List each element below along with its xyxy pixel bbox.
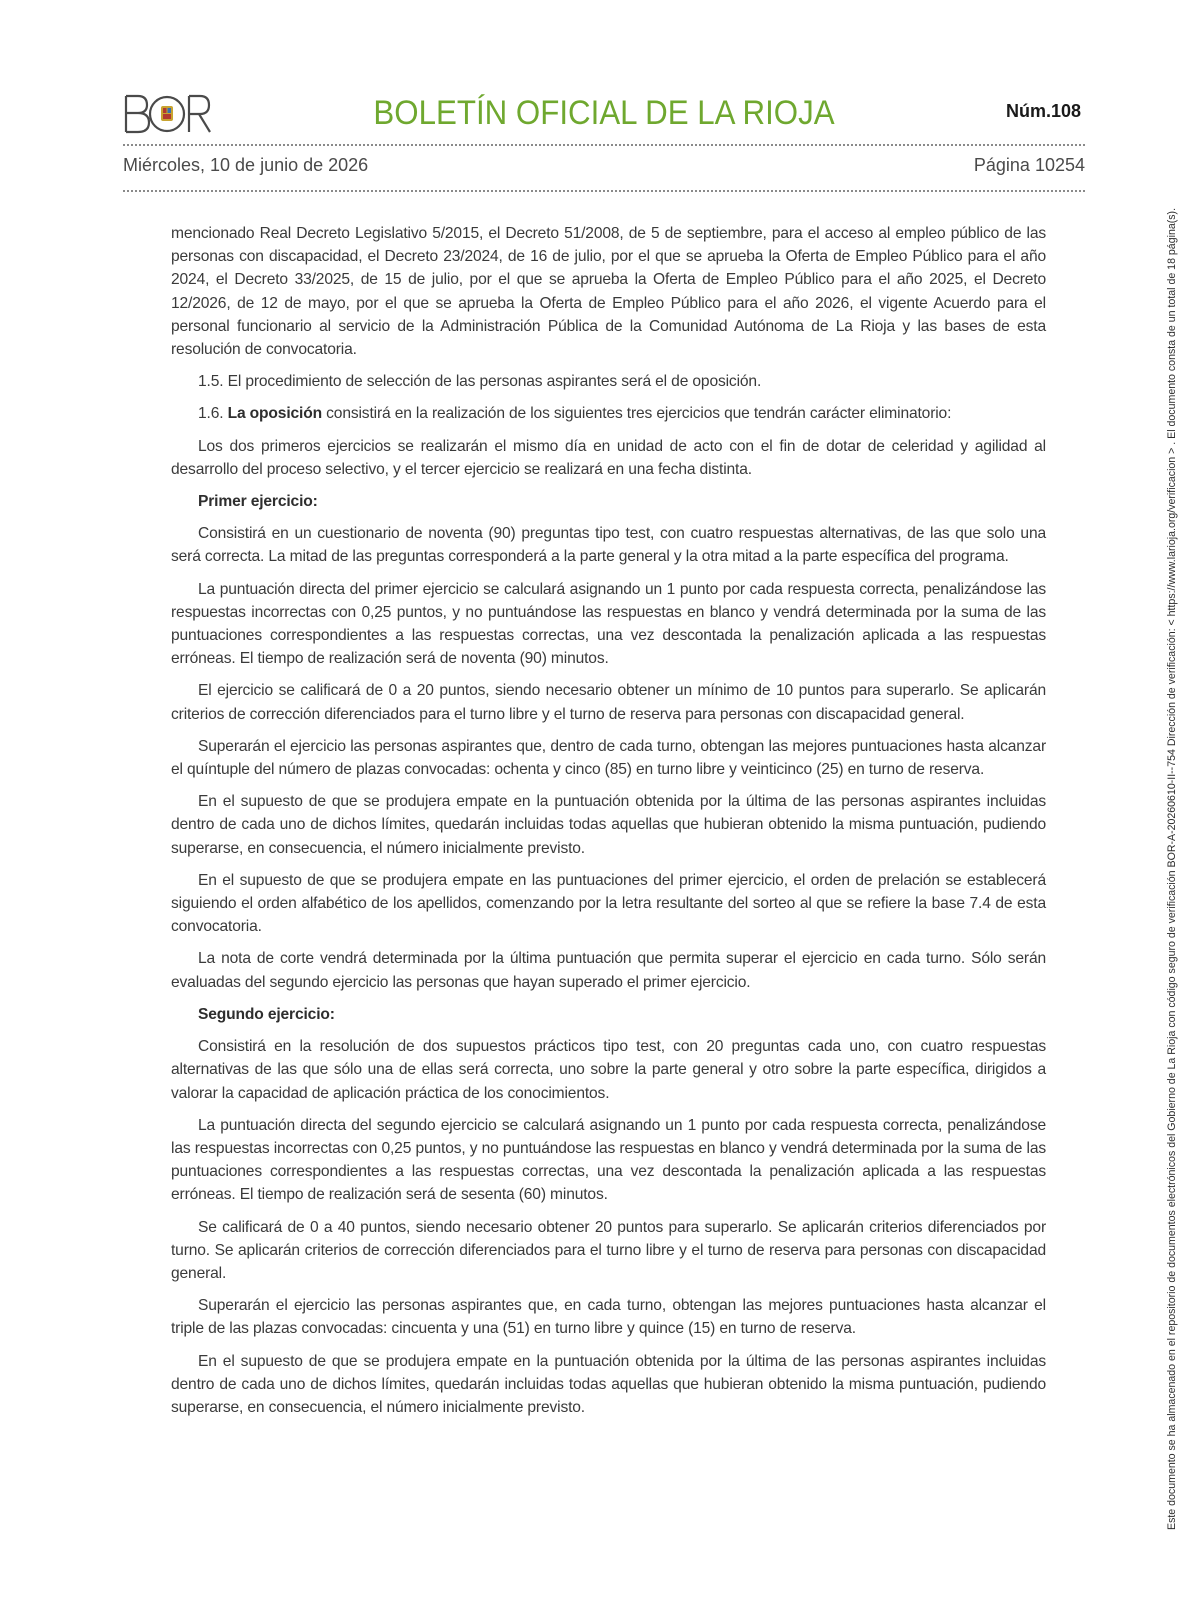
header-divider-top	[123, 144, 1085, 146]
page-number: Página 10254	[973, 155, 1085, 175]
paragraph: Superarán el ejercicio las personas aspirantes que, dentro de cada turno, obtengan las mejores puntuaciones hasta alcanzar el quíntuple del número de plazas convocadas: ochenta y cinco (85) en turno libre y veinticinco (25) en turno de reserva.	[171, 737, 1046, 779]
paragraph: mencionado Real Decreto Legislativo 5/2015, el Decreto 51/2008, de 5 de septiembre, para el acceso al empleo público de las personas con discapacidad, el Decreto 23/2024, de 16 de julio, por el que se aprueba la Oferta de Empleo Público para el año 2024, el Decreto 33/2025, de 15 de julio, por el que se aprueba la Oferta de Empleo Público para el año 2025, el Decreto 12/2026, de 12 de mayo, por el que se aprueba la Oferta de Empleo Público para el año 2026, el vigente Acuerdo para el personal funcionario al servicio de la Administración Pública de la Comunidad Autónoma de La Rioja y las bases de esta resolución de convocatoria.	[171, 225, 1046, 359]
document-body	[171, 222, 1046, 1428]
paragraph: Se calificará de 0 a 40 puntos, siendo necesario obtener 20 puntos para superarlo. Se aplicarán criterios diferenciados por turno. Se aplicarán criterios de corrección diferenciados para el turno libre y el turno de reserva para personas con discapacidad general.	[171, 1218, 1046, 1282]
paragraph	[171, 402, 1046, 425]
paragraph: Superarán el ejercicio las personas aspirantes que, en cada turno, obtengan las mejores puntuaciones hasta alcanzar el triple de las plazas convocadas: cincuenta y una (51) en turno libre y quince (15) en turno de reserva.	[171, 1297, 1046, 1338]
paragraph: En el supuesto de que se produjera empate en las puntuaciones del primer ejercicio, el orden de prelación se establecerá siguiendo el orden alfabético de los apellidos, comenzando por la letra resultante del sorteo al que se refiere la base 7.4 de esta convocatoria.	[171, 871, 1046, 936]
paragraph: El ejercicio se calificará de 0 a 20 puntos, siendo necesario obtener un mínimo de 10 puntos para superarlo. Se aplicarán criterios de corrección diferenciados para el turno libre y el turno de reserva para personas con discapacidad general.	[171, 682, 1046, 723]
paragraph: Los dos primeros ejercicios se realizarán el mismo día en unidad de acto con el fin de dotar de celeridad y agilidad al desarrollo del proceso selectivo, y el tercer ejercicio se realizará en una fecha distinta.	[171, 437, 1046, 478]
issue-number: Núm.108	[1005, 101, 1081, 121]
verification-note: Este documento se ha almacenado en el repositorio de documentos electrónicos del Gobierno de La Rioja con código seguro de verificación BOR-A-20260610-II--754 Dirección de verificación: < https://www.larioja.org/verificacion > . El documento consta de un total de 18 página(s).	[1166, 207, 1178, 1530]
paragraph: 1.5. El procedimiento de selección de las personas aspirantes será el de oposición.	[198, 373, 762, 391]
page-header	[123, 88, 1085, 192]
paragraph: Consistirá en un cuestionario de noventa (90) preguntas tipo test, con cuatro respuestas alternativas, de las que solo una será correcta. La mitad de las preguntas corresponderá a la parte general y la otra mitad a la parte específica del programa.	[171, 525, 1046, 566]
paragraph: La nota de corte vendrá determinada por la última puntuación que permita superar el ejercicio en cada turno. Sólo serán evaluadas del segundo ejercicio las personas que hayan superado el primer ejercicio.	[171, 950, 1046, 991]
paragraph-rest: consistirá en la realización de los siguientes tres ejercicios que tendrán carácter eliminatorio:	[321, 405, 952, 423]
header-divider-bottom	[123, 190, 1085, 192]
paragraph-prefix: 1.6.	[198, 405, 228, 423]
gazette-title: BOLETÍN OFICIAL DE LA RIOJA	[373, 94, 835, 132]
publication-date: Miércoles, 10 de junio de 2026	[123, 155, 369, 175]
paragraph: La puntuación directa del segundo ejercicio se calculará asignando un 1 punto por cada respuesta correcta, penalizándose las respuestas incorrectas con 0,25 puntos, y no puntuándose las respuestas en blanco y vendrá determinada por la suma de las puntuaciones correspondientes a las respuestas correctas, una vez descontada la penalización aplicada a las respuestas erróneas. El tiempo de realización será de sesenta (60) minutos.	[171, 1116, 1046, 1204]
paragraph: En el supuesto de que se produjera empate en la puntuación obtenida por la última de las personas aspirantes incluidas dentro de cada uno de dichos límites, quedarán incluidas todas aquellas que hubieran obtenido la misma puntuación, pudiendo superarse, en consecuencia, el número inicialmente previsto.	[171, 793, 1046, 857]
paragraph: Consistirá en la resolución de dos supuestos prácticos tipo test, con 20 preguntas cada uno, con cuatro respuestas alternativas de las que sólo una de ellas será correcta, uno sobre la parte general y otro sobre la parte específica, dirigidos a valorar la capacidad de aplicación práctica de los conocimientos.	[171, 1038, 1046, 1102]
paragraph: La puntuación directa del primer ejercicio se calculará asignando un 1 punto por cada respuesta correcta, penalizándose las respuestas incorrectas con 0,25 puntos, y no puntuándose las respuestas en blanco y vendrá determinada por la suma de las puntuaciones correspondientes a las respuestas correctas, una vez descontada la penalización aplicada a las respuestas erróneas. El tiempo de realización será de noventa (90) minutos.	[171, 580, 1046, 668]
paragraph-bold: La oposición	[227, 405, 322, 423]
section-heading: Primer ejercicio:	[198, 493, 318, 511]
section-heading: Segundo ejercicio:	[198, 1005, 335, 1023]
paragraph: En el supuesto de que se produjera empate en la puntuación obtenida por la última de las personas aspirantes incluidas dentro de cada uno de dichos límites, quedarán incluidas todas aquellas que hubieran obtenido la misma puntuación, pudiendo superarse, en consecuencia, el número inicialmente previsto.	[171, 1352, 1046, 1416]
